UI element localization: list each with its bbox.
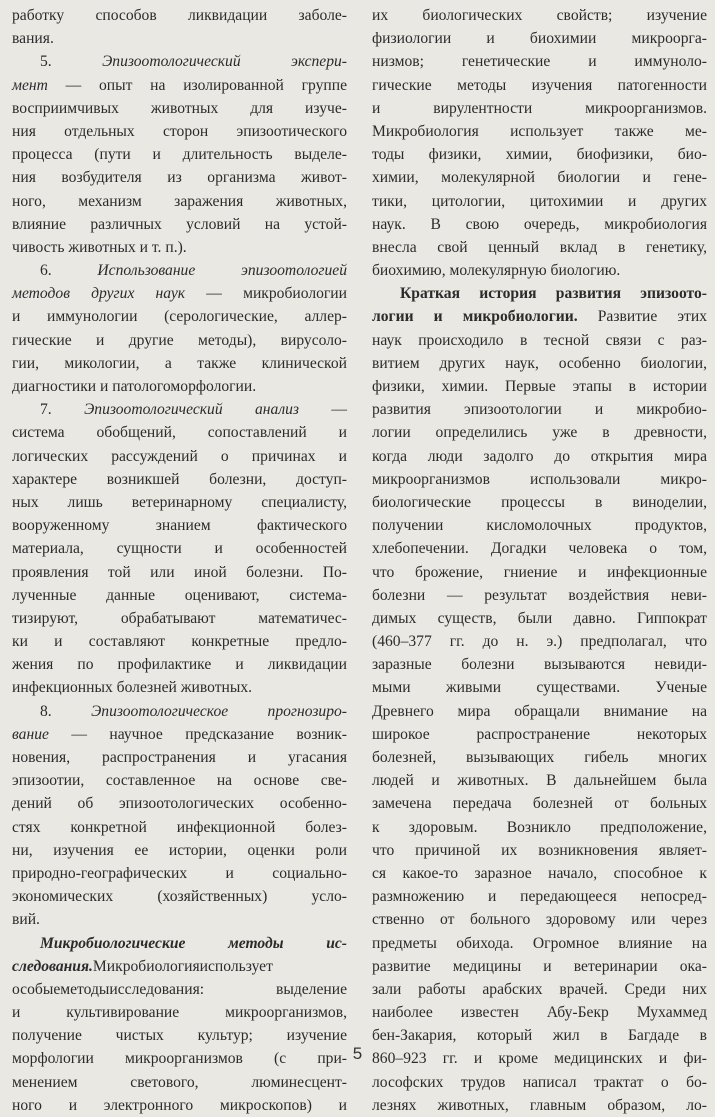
text-line [372,908,707,931]
text-run: развития эпизоотологии и микробио- [372,401,707,419]
text-run: — научное предсказание возник- [48,725,347,743]
text-line [372,816,707,839]
text-run: размножению и передающееся непосред- [372,888,707,906]
text-run: предметы обихода. Огромное влияние на [372,934,707,952]
text-run: Эпизоотологическое прогнозиро- [91,702,347,720]
text-line [372,259,707,282]
text-run: болезни — результат воздействия неви- [372,586,707,604]
text-run: процесса (пути и длительность выделе- [12,146,347,164]
text-run: ни, изучения ее истории, оценки роли [12,841,347,859]
text-line [12,955,347,978]
text-run: ных лишь ветеринарному специалисту, [12,493,347,511]
text-line [12,584,347,607]
text-line [12,4,347,27]
text-run: и культивирование микроорганизмов, [12,1004,347,1022]
text-run: 8. [40,702,92,720]
text-line [12,445,347,468]
text-run: мент [12,76,48,94]
text-line [372,723,707,746]
text-line [372,514,707,537]
text-run: бен-Закария, который жил в Багдаде в [372,1027,707,1045]
text-run: Использование эпизоотологией [97,262,347,280]
text-line [372,792,707,815]
text-run: наук происходило в тесной связи с раз- [372,331,707,349]
text-line [372,630,707,653]
text-line [12,816,347,839]
text-line [372,561,707,584]
text-line [12,839,347,862]
text-run: низмов; генетические и иммуноло- [372,53,707,71]
text-run: хлебопечении. Догадки человека о том, [372,540,707,558]
text-line [12,653,347,676]
text-line [372,746,707,769]
text-run: вий. [12,911,40,929]
text-run: особыеметодыисследования: выделение [12,980,347,998]
text-line [12,398,347,421]
text-line [372,885,707,908]
text-line [372,445,707,468]
text-run: ного, механизм заражения животных, [12,192,347,210]
text-line [12,514,347,537]
text-run: восприимчивых животных для изуче- [12,99,347,117]
text-line [372,74,707,97]
text-line [12,166,347,189]
text-line [12,978,347,1001]
text-line [12,97,347,120]
text-line [372,978,707,1001]
text-line [372,932,707,955]
text-line [372,1094,707,1117]
text-line [12,375,347,398]
text-run: жения по профилактике и ликвидации [12,656,347,674]
text-run: диагностики и патологоморфологии. [12,378,257,395]
text-line [12,537,347,560]
text-run: экономических (хозяйственных) усло- [12,888,347,906]
text-line [12,885,347,908]
text-run: когда люди задолго до открытия мира [372,447,707,465]
text-line [372,4,707,27]
text-line [12,282,347,305]
text-run: логии определились уже в древности, [372,424,707,442]
text-line [372,143,707,166]
text-run: ного и электронного микроскопов) и [12,1096,347,1114]
text-run: заразные болезни вызываются невиди- [372,656,707,674]
text-run: — микробиологии [185,285,347,303]
text-line [372,50,707,73]
text-line [372,1071,707,1094]
text-run: Микробиология использует также ме- [372,122,707,140]
text-run: витием других наук, особенно биологии, [372,354,707,372]
text-run: химии, молекулярной биологии и гене- [372,169,707,187]
text-run: физики, химии. Первые этапы в истории [372,378,707,395]
text-run: следования. [12,957,93,975]
text-line [372,97,707,120]
text-line [12,1071,347,1094]
text-run: — опыт на изолированной группе [47,76,347,94]
text-run: логических рассуждений о причинах и [12,447,347,465]
text-run: что причиной их возникновения являет- [372,841,707,859]
text-run: тоды физики, химии, биофизики, био- [372,146,707,164]
text-run: к здоровым. Возникло предположение, [372,818,707,836]
text-run: ственно от больного здоровому или через [372,911,707,929]
text-line [12,352,347,375]
text-run: лезнях животных, главным образом, ло- [372,1096,707,1114]
text-run: мыми живыми существами. Ученые [372,679,707,697]
text-line [12,74,347,97]
text-line [372,955,707,978]
text-run: система обобщений, сопоставлений и [12,424,347,442]
text-run: работку способов ликвидации заболе- [12,7,347,24]
text-run: вание [12,725,49,743]
text-run: тизируют, обрабатывают математичес- [12,609,347,627]
text-run: Эпизоотологический экспери- [102,53,348,71]
text-run: широкое распространение некоторых [372,725,707,743]
text-line [12,908,347,931]
left-text-column [12,4,347,1117]
text-line [372,421,707,444]
text-line [372,839,707,862]
text-run: биохимию, молекулярную биологию. [372,262,621,280]
text-line [12,120,347,143]
text-line [372,584,707,607]
text-line [12,143,347,166]
text-run: менением светового, люминесцент- [12,1073,347,1091]
text-line [12,700,347,723]
text-line [372,305,707,328]
text-run: гические и другие методы), вирусоло- [12,331,347,349]
text-run: и вирулентности микроорганизмов. [372,99,707,117]
text-run: гические методы изучения патогенности [372,76,707,94]
text-line [372,491,707,514]
text-run: ния возбудителя из организма живот- [12,169,347,187]
text-line [12,190,347,213]
text-run: микроорганизмов использовали микро- [372,470,707,488]
text-run: Древнего мира обращали внимание на [372,702,707,720]
text-run: их биологических свойств; изучение [372,7,707,24]
text-line [372,27,707,50]
text-run: инфекционных болезней животных. [12,679,253,697]
text-run: (460–377 гг. до н. э.) предполагал, что [372,633,707,651]
text-line [372,329,707,352]
text-line [12,607,347,630]
text-run: ки и составляют конкретные предло- [12,633,347,651]
page-number: 5 [352,1044,363,1063]
text-run: димых существ, были давно. Гиппократ [372,609,707,627]
text-run: ся какое-то заразное начало, способное к [372,864,707,882]
text-run: 7. [40,401,85,419]
text-run: характере возникшей болезни, доступ- [12,470,347,488]
text-run: Эпизоотологический анализ [84,401,300,419]
text-run: болезней, вызывающих гибель многих [372,749,707,766]
text-run: биологические процессы в виноделии, [372,493,707,511]
text-line [12,862,347,885]
text-run: замечена передача болезней от больных [372,795,707,813]
text-run: методов других наук [12,285,186,303]
text-line [372,700,707,723]
text-run: физиологии и биохимии микроорга- [372,30,707,48]
text-run: получении кисломолочных продуктов, [372,517,707,535]
text-run: 6. [40,262,98,280]
text-line [372,769,707,792]
text-run: Микробиологические методы ис- [40,934,347,952]
text-line [372,398,707,421]
text-line [12,792,347,815]
text-line [12,305,347,328]
text-run: проявления той или иной болезни. По- [12,563,347,581]
text-line [12,1094,347,1117]
text-run: чивость животных и т. п.). [12,238,187,256]
text-line [372,676,707,699]
text-run: 860–923 гг. и кроме медицинских и фи- [372,1050,707,1068]
text-line [12,259,347,282]
text-run: лософских трудов написал трактат о бо- [372,1073,707,1091]
text-run: 5. [40,53,103,71]
text-run: новения, распространения и угасания [12,749,347,766]
text-line [372,236,707,259]
text-line [12,561,347,584]
text-line [12,468,347,491]
text-line [12,50,347,73]
text-line [372,282,707,305]
text-line [372,862,707,885]
text-run: эпизоотии, составленное на основе све- [12,772,347,790]
text-line [12,27,347,50]
text-line [12,676,347,699]
text-run: наиболее известен Абу-Бекр Мухаммед [372,1004,707,1022]
text-run: наук. В свою очередь, микробиология [372,215,707,233]
text-run: дений об эпизоотологических особенно- [12,795,347,813]
text-line [372,653,707,676]
text-run: ния отдельных сторон эпизоотического [12,122,347,140]
text-run: стях конкретной инфекционной болез- [12,818,347,836]
text-line [12,236,347,259]
text-run: природно-географических и социально- [12,864,347,882]
text-line [372,537,707,560]
text-run: Краткая история развития эпизоото- [400,285,707,303]
text-run: вания. [12,30,54,48]
text-line [12,932,347,955]
text-line [12,769,347,792]
text-run: внесла свой ценный вклад в генетику, [372,238,707,256]
text-line [12,329,347,352]
text-run: влияние различных условий на устой- [12,215,347,233]
text-line [372,607,707,630]
text-run: получение чистых культур; изучение [12,1027,347,1045]
text-line [12,213,347,236]
text-run: вооруженному знанием фактического [12,517,347,535]
text-line [372,468,707,491]
text-run: тики, цитологии, цитохимии и других [372,192,707,210]
text-run: людей и животных. В дальнейшем была [372,772,707,790]
text-run: зали работы арабских врачей. Среди них [372,980,707,998]
text-run: гии, микологии, а также клинической [12,354,347,372]
text-line [12,491,347,514]
text-line [372,166,707,189]
text-line [372,375,707,398]
text-line [372,352,707,375]
text-run: и иммунологии (серологические, аллер- [12,308,347,326]
text-line [12,630,347,653]
text-line [12,421,347,444]
text-run: морфологии микроорганизмов (с при- [12,1050,347,1068]
text-line [12,1001,347,1024]
text-run: развитие медицины и ветеринарии ока- [372,957,707,975]
right-text-column [372,4,707,1117]
text-run: материала, сущности и особенностей [12,540,347,558]
text-run: что брожение, гниение и инфекционные [372,563,707,581]
text-run: Развитие этих [577,308,707,326]
text-run: лученные данные оценивают, система- [12,586,347,604]
text-run: — [299,401,347,419]
text-run: Микробиологияиспользует [92,957,273,975]
text-line [372,120,707,143]
text-line [372,1001,707,1024]
text-line [12,723,347,746]
text-run: логии и микробиологии. [372,308,578,326]
text-line [372,213,707,236]
text-line [372,190,707,213]
text-line [12,746,347,769]
